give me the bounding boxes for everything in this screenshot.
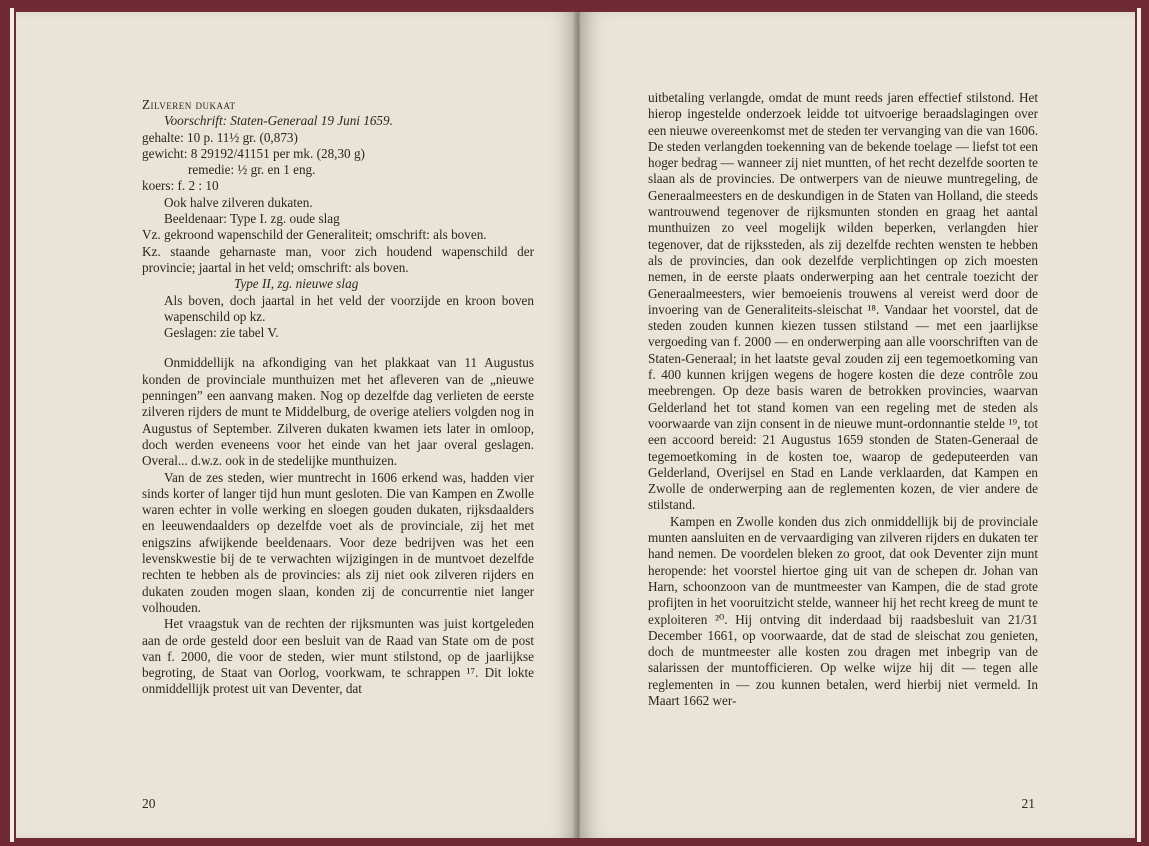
page-number-left: 20: [142, 796, 156, 811]
page-number-right: 21: [1021, 796, 1035, 811]
spec-line: remedie: ½ gr. en 1 eng.: [188, 162, 316, 178]
page-edge-left: [10, 8, 14, 842]
body-paragraph: Onmiddellijk na afkondiging van het plakkaat van 11 Augustus konden de provinciale munthuizen met het afleveren van de „nieuwe penningen” een aanvang maken. Nog op dezelfde dag verlieten de eerste zilveren rijders de munt te Middelburg, de overige ateliers volgden nog in Augustus of September. Zilveren dukaten kwamen iets later in omloop, doch werden eveneens voor het einde van het jaar overal geslagen. Overal... d.w.z. ook in de stedelijke munthuizen.: [142, 355, 534, 469]
spec-line: Geslagen: zie tabel V.: [164, 325, 279, 341]
spec-line: Voorschrift: Staten-Generaal 19 Juni 1659.: [164, 113, 393, 129]
spec-line: Type II, zg. nieuwe slag: [234, 276, 359, 292]
spec-line: Ook halve zilveren dukaten.: [164, 194, 313, 210]
left-page: [16, 12, 576, 838]
spec-line: Vz. gekroond wapenschild der Generaliteit; omschrift: als boven.: [142, 227, 487, 243]
page-edge-right: [1137, 8, 1141, 842]
spec-line: Kz. staande geharnaste man, voor zich houdend wapenschild der provincie; jaartal in het veld; omschrift: als boven.: [142, 243, 534, 275]
body-paragraph: Kampen en Zwolle konden dus zich onmiddellijk bij de provinciale munten aansluiten en de vervaardiging van zilveren rijders en dukaten ter hand nemen. De voordelen bleken zo groot, dat ook Deventer zijn munt heropende: het voorstel hiertoe ging uit van de schepen dr. Johan van Harn, schoonzoon van de muntmeester van Kampen, die de stad grote profijten in het vooruitzicht stelde, wanneer hij het recht kreeg de munt te exploiteren ²⁰. Hij ontving dit inderdaad bij raadsbesluit van 21/31 December 1661, op voorwaarde, dat de stad de sleischat zou genieten, doch de muntmeester alle kosten zou dragen met inbegrip van de salarissen der muntofficieren. Op welke wijze hij dit — tegen alle reglementen in — zou kunnen betalen, werd hierbij niet vermeld. In Maart 1662 wer-: [648, 513, 1038, 708]
right-text-column: [648, 90, 1038, 709]
section-heading: Zilveren dukaat: [142, 97, 236, 112]
spec-line: koers: f. 2 : 10: [142, 178, 219, 194]
body-paragraph: Het vraagstuk van de rechten der rijksmunten was juist kortgeleden aan de orde gesteld door een besluit van de Raad van State om de post van f. 2000, die voor de steden, wier munt stilstond, op de jaarlijkse begroting, de Staat van Oorlog, voorkwam, te schrappen ¹⁷. Dit lokte onmiddellijk protest uit van Deventer, dat: [142, 616, 534, 697]
spec-line: gehalte: 10 p. 11½ gr. (0,873): [142, 129, 298, 145]
spec-line: Als boven, doch jaartal in het veld der voorzijde en kroon boven wapenschild op kz.: [164, 292, 534, 324]
left-text-column: [142, 97, 534, 698]
spec-line: gewicht: 8 29192/41151 per mk. (28,30 g): [142, 145, 365, 161]
right-page: [580, 12, 1135, 838]
body-paragraph: uitbetaling verlangde, omdat de munt reeds jaren effectief stilstond. Het hierop ingestelde onderzoek leidde tot uitvoerige beraadslagingen over een nieuwe overeenkomst met de steden ter vervanging van die van 1606. De steden verlangden toekenning van de bekende toelage — liefst tot een hoger bedrag — wanneer zij niet muntten, of het recht dezelfde soorten te slaan als de provincies. De ontwerpers van de nieuwe muntregeling, de Generaalmeesters en de deskundigen in de Staten van Holland, die steeds wantrouwend tegenover de rijksmunten stonden en graag het aantal munthuizen zo veel mogelijk wilden beperken, verlangden hier tegenover, dat de rijkssteden, als zij dezelfde rechten wensten te hebben als de provincies, dan ook dezelfde verplichtingen op zich moesten nemen, in de eerste plaats onderwerping aan het centrale toezicht der Generaalmeesters, wier bemoeienis trouwens al vereist werd door de invoering van de Generaliteits-sleischat ¹⁸. Vandaar het voorstel, dat de steden zouden kunnen kiezen tussen stilstand — met een jaarlijkse vergoeding van f. 2000 — en onderwerping aan alle voorschriften van de Staten-Generaal; in het laatste geval zouden zij een tegemoetkoming van f. 400 kunnen krijgen wegens de hogere kosten die deze contrôle zou meebrengen. Op deze basis waren de betrokken provincies, waarvan Gelderland het tot stand komen van een regeling met de steden als voorwaarde van zijn consent in de nieuwe munt-ordonnantie stelde ¹⁹, tot een accoord bereid: 21 Augustus 1659 stonden de Staten-Generaal de tegemoetkoming in de kosten toe, waarop de gedeputeerden van Gelderland, Overijsel en Stad en Lande verklaarden, dat Kampen en Zwolle de onderwerping aan de reglementen kozen, de vier andere de stilstand.: [648, 90, 1038, 513]
spec-line: Beeldenaar: Type I. zg. oude slag: [164, 211, 340, 227]
body-paragraph: Van de zes steden, wier muntrecht in 1606 erkend was, hadden vier sinds korter of langer tijd hun munt gesloten. Die van Kampen en Zwolle waren echter in volle werking en sloegen gouden dukaten, rijksdaalders en leeuwendaalders op dezelfde voet als de provinciale, zij het met enigszins afwijkende beeldenaars. Voor deze bedrijven was het een levenskwestie bij de te verwachten wijzigingen in de muntvoet dezelfde rechten te hebben als de provincies: als zij niet ook zilveren rijders en dukaten zouden mogen slaan, konden zij de concurrentie niet langer volhouden.: [142, 469, 534, 615]
